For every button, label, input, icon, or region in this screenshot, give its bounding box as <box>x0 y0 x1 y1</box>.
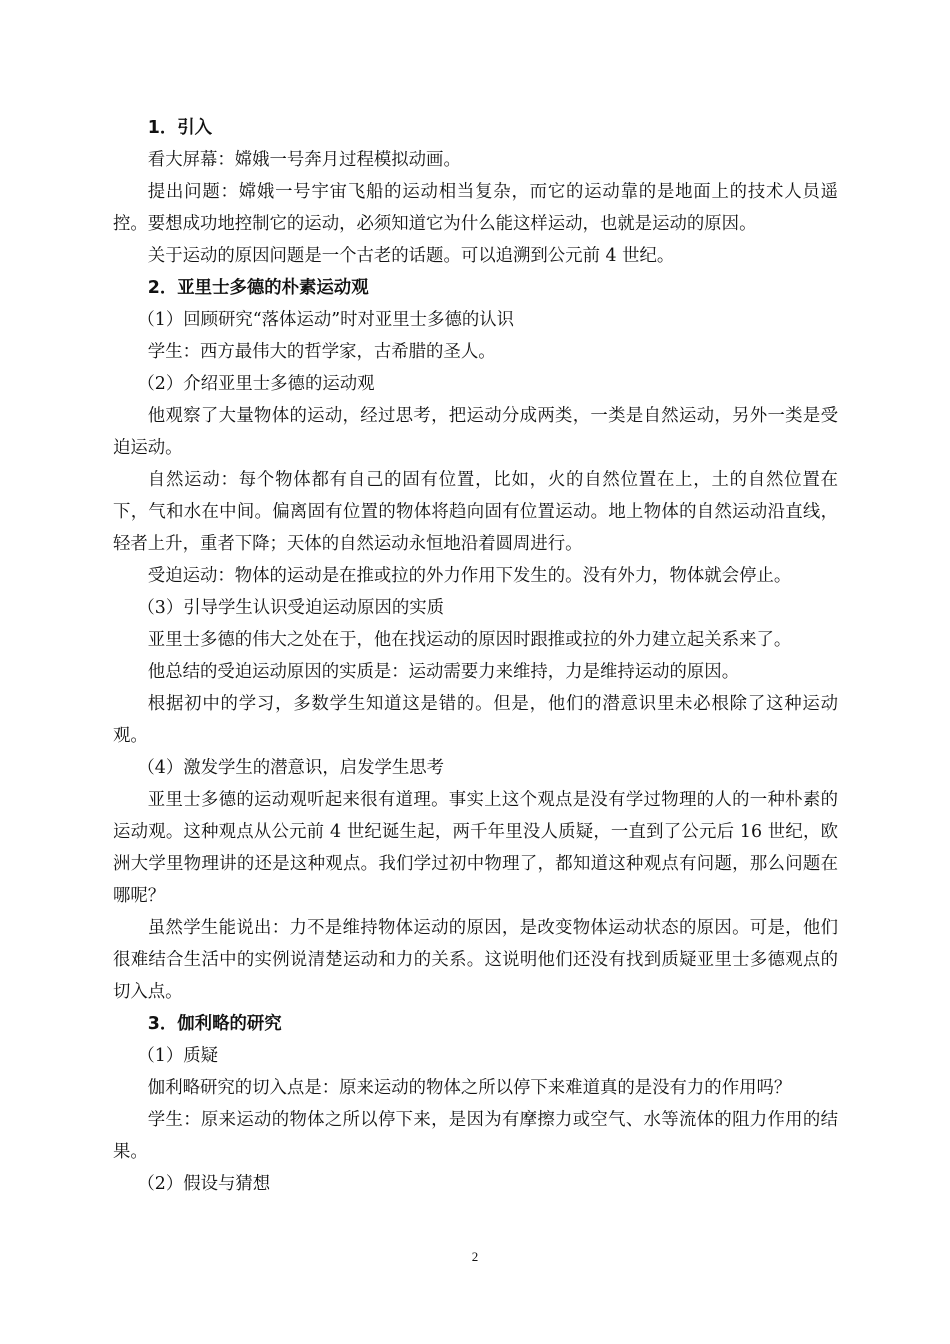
page-number: 2 <box>471 1249 479 1264</box>
paragraph: 关于运动的原因问题是一个古老的话题。可以追溯到公元前 4 世纪。 <box>147 246 675 266</box>
subsection-heading: （1）质疑 <box>137 1046 218 1066</box>
paragraph: 自然运动：每个物体都有自己的固有位置，比如，火的自然位置在上，土的自然位置在下，气和水在中间。偏离固有位置的物体将趋向固有位置运动。地上物体的自然运动沿直线，轻者上升，重者下降；天体的自然运动永恒地沿着圆周进行。 <box>113 470 838 554</box>
paragraph: 提出问题：嫦娥一号宇宙飞船的运动相当复杂，而它的运动靠的是地面上的技术人员遥控。要想成功地控制它的运动，必须知道它为什么能这样运动，也就是运动的原因。 <box>113 182 838 234</box>
paragraph: 亚里士多德的伟大之处在于，他在找运动的原因时跟推或拉的外力建立起关系来了。 <box>147 630 792 650</box>
section-heading-galileo: 3．伽利略的研究 <box>147 1014 282 1034</box>
subsection-heading: （1）回顾研究“落体运动”时对亚里士多德的认识 <box>137 310 515 330</box>
paragraph: 亚里士多德的运动观听起来很有道理。事实上这个观点是没有学过物理的人的一种朴素的运动观。这种观点从公元前 4 世纪诞生起，两千年里没人质疑，一直到了公元后 16 世纪，欧洲大学里物理讲的还是这种观点。我们学过初中物理了，都知道这种观点有问题，那么问题在哪呢？ <box>113 790 838 906</box>
section-heading-introduction: 1．引入 <box>147 118 213 138</box>
subsection-heading: （4）激发学生的潜意识，启发学生思考 <box>137 758 445 778</box>
subsection-heading: （3）引导学生认识受迫运动原因的实质 <box>137 598 445 618</box>
paragraph: 他总结的受迫运动原因的实质是：运动需要力来维持，力是维持运动的原因。 <box>147 662 740 682</box>
paragraph: 他观察了大量物体的运动，经过思考，把运动分成两类，一类是自然运动，另外一类是受迫运动。 <box>113 406 838 458</box>
paragraph: 伽利略研究的切入点是：原来运动的物体之所以停下来难道真的是没有力的作用吗？ <box>147 1078 792 1098</box>
document-page <box>113 112 838 1200</box>
paragraph: 看大屏幕：嫦娥一号奔月过程模拟动画。 <box>147 150 461 170</box>
subsection-heading: （2）假设与猜想 <box>137 1174 271 1194</box>
section-heading-aristotle: 2．亚里士多德的朴素运动观 <box>147 278 369 298</box>
paragraph: 学生：原来运动的物体之所以停下来，是因为有摩擦力或空气、水等流体的阻力作用的结果。 <box>113 1110 838 1162</box>
paragraph: 虽然学生能说出：力不是维持物体运动的原因，是改变物体运动状态的原因。可是，他们很难结合生活中的实例说清楚运动和力的关系。这说明他们还没有找到质疑亚里士多德观点的切入点。 <box>113 918 838 1002</box>
paragraph: 根据初中的学习，多数学生知道这是错的。但是，他们的潜意识里未必根除了这种运动观。 <box>113 694 838 746</box>
paragraph: 受迫运动：物体的运动是在推或拉的外力作用下发生的。没有外力，物体就会停止。 <box>147 566 792 586</box>
subsection-heading: （2）介绍亚里士多德的运动观 <box>137 374 375 394</box>
paragraph: 学生：西方最伟大的哲学家，古希腊的圣人。 <box>147 342 496 362</box>
